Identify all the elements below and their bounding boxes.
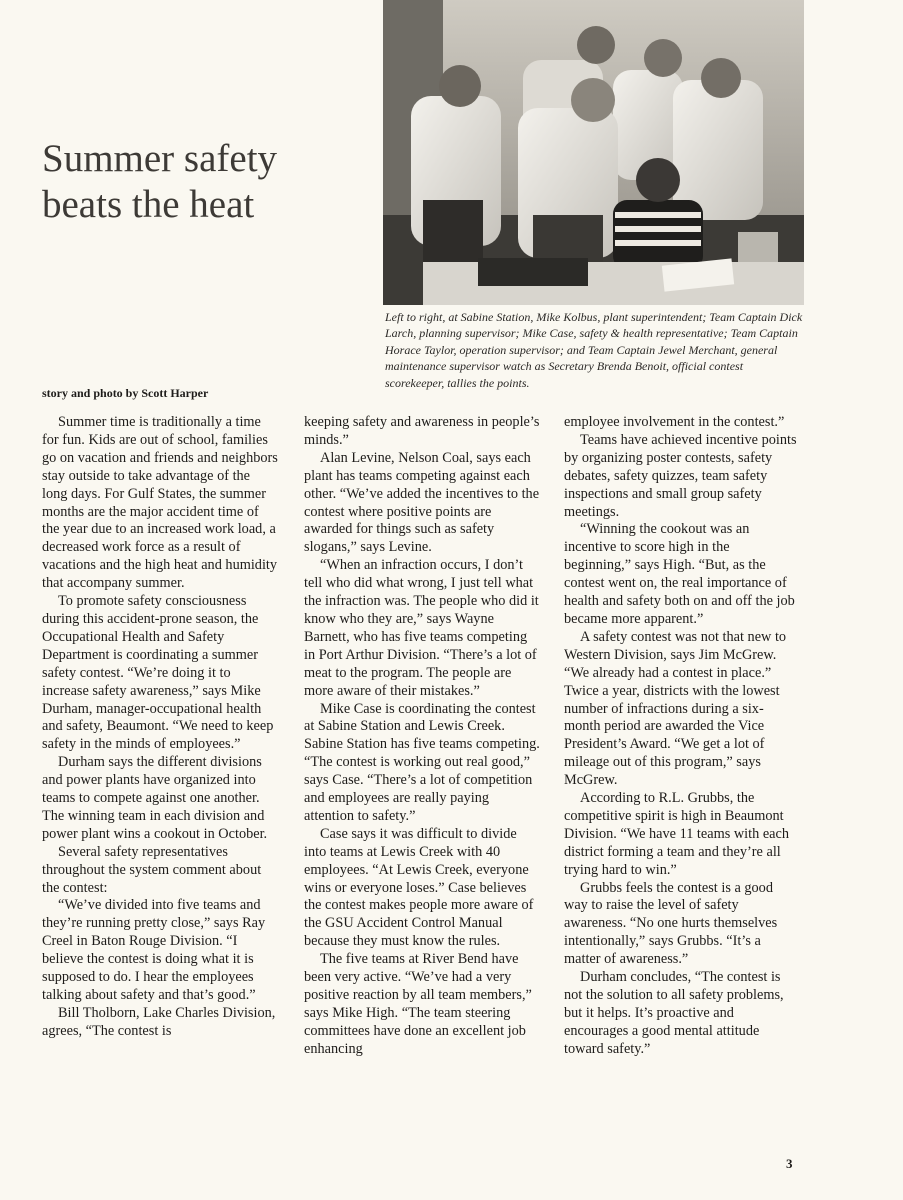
paragraph: “When an infraction occurs, I don’t tell who did what wrong, I just tell what the infraction was. The people who did it know who they are,” says Wayne Barnett, who has five teams competing in Port Arthur Division. “There’s a lot of meat to the program. The people are more aware of their mistakes.” — [304, 557, 539, 699]
paragraph-continued: keeping safety and awareness in people’s minds.” — [304, 414, 540, 448]
photo-caption: Left to right, at Sabine Station, Mike Kolbus, plant superintendent; Team Captain Dick Larch, planning supervisor; Mike Case, safety & health representative; Team Captain Horace Taylor, operation supervisor; and Team Captain Jewel Merchant, general maintenance supervisor watch as Secretary Brenda Benoit, official contest scorekeeper, tallies the points. — [385, 310, 803, 390]
article-photo — [383, 0, 804, 305]
paragraph: To promote safety consciousness during this accident-prone season, the Occupational Health and Safety Department is coordinating a summer safety contest. “We’re doing it to increase safety awareness,” says Mike Durham, manager-occupational health and safety, Beaumont. “We need to keep safety in the minds of employees.” — [42, 593, 274, 753]
paragraph: Mike Case is coordinating the contest at Sabine Station and Lewis Creek. Sabine Station has five teams competing. “The contest is working out real good,” says Case. “There’s a lot of competition and employees are really paying attention to safety.” — [304, 700, 540, 824]
paragraph: Alan Levine, Nelson Coal, says each plant has teams competing against each other. “We’ve added the incentives to the contest where positive points are awarded for things such as safety slogans,” says Levine. — [304, 449, 540, 556]
headline: Summer safety beats the heat — [42, 137, 278, 226]
paragraph: Bill Tholborn, Lake Charles Division, agrees, “The contest is — [42, 1004, 276, 1039]
paragraph: Summer time is traditionally a time for fun. Kids are out of school, families go on vacation and friends and neighbors stay outside to take advantage of the long days. For Gulf States, the summer months are the major accident time of the year due to an increased work load, a decreased work force as a result of vacations and the high heat and humidity that accompany summer. — [42, 414, 278, 592]
article-column-3 — [564, 414, 800, 1059]
article-column-1 — [42, 414, 278, 1041]
paragraph: “Winning the cookout was an incentive to score high in the beginning,” says High. “But, as the contest went on, the real importance of health and safety both on and off the job became more apparent.” — [564, 521, 795, 627]
byline: story and photo by Scott Harper — [42, 386, 209, 400]
paragraph: Several safety representatives throughout the system comment about the contest: — [42, 843, 262, 896]
paragraph: “We’ve divided into five teams and they’re running pretty close,” says Ray Creel in Baton Rouge Division. “I believe the contest is doing what it is supposed to do. I hear the employees talking about safety and that’s good.” — [42, 897, 266, 1003]
paragraph: A safety contest was not that new to Western Division, says Jim McGrew. “We already had a contest in place.” Twice a year, districts with the lowest number of infractions during a six-month period are awarded the Vice President’s Award. “We get a lot of mileage out of this program,” says McGrew. — [564, 628, 787, 789]
paragraph: Case says it was difficult to divide into teams at Lewis Creek with 40 employees. “At Lewis Creek, everyone wins or everyone loses.” Case believes the contest makes people more aware of the GSU Accident Control Manual because they must know the rules. — [304, 825, 534, 950]
photo-illustration — [383, 0, 804, 305]
paragraph: Durham concludes, “The contest is not the solution to all safety problems, but it helps. It’s proactive and encourages a good mental attitude toward safety.” — [564, 969, 784, 1057]
article-column-2 — [304, 414, 540, 1059]
paragraph: The five teams at River Bend have been very active. “We’ve had a very positive reaction by all team members,” says Mike High. “The team steering committees have done an excellent job enhancing — [304, 951, 532, 1057]
paragraph: Teams have achieved incentive points by organizing poster contests, safety debates, safety quizzes, team safety inspections and small group safety meetings. — [564, 431, 797, 520]
paragraph: According to R.L. Grubbs, the competitive spirit is high in Beaumont Division. “We have 11 teams with each district forming a team and they’re all trying hard to win.” — [564, 790, 790, 878]
paragraph: Durham says the different divisions and power plants have organized into teams to compete against one another. The winning team in each division and power plant wins a cookout in October. — [42, 754, 268, 842]
paragraph: Grubbs feels the contest is a good way to raise the level of safety awareness. “No one hurts themselves intentionally,” says Grubbs. “It’s a matter of awareness.” — [564, 879, 778, 968]
paragraph-continued: employee involvement in the contest.” — [564, 414, 785, 430]
page-number: 3 — [786, 1156, 793, 1171]
